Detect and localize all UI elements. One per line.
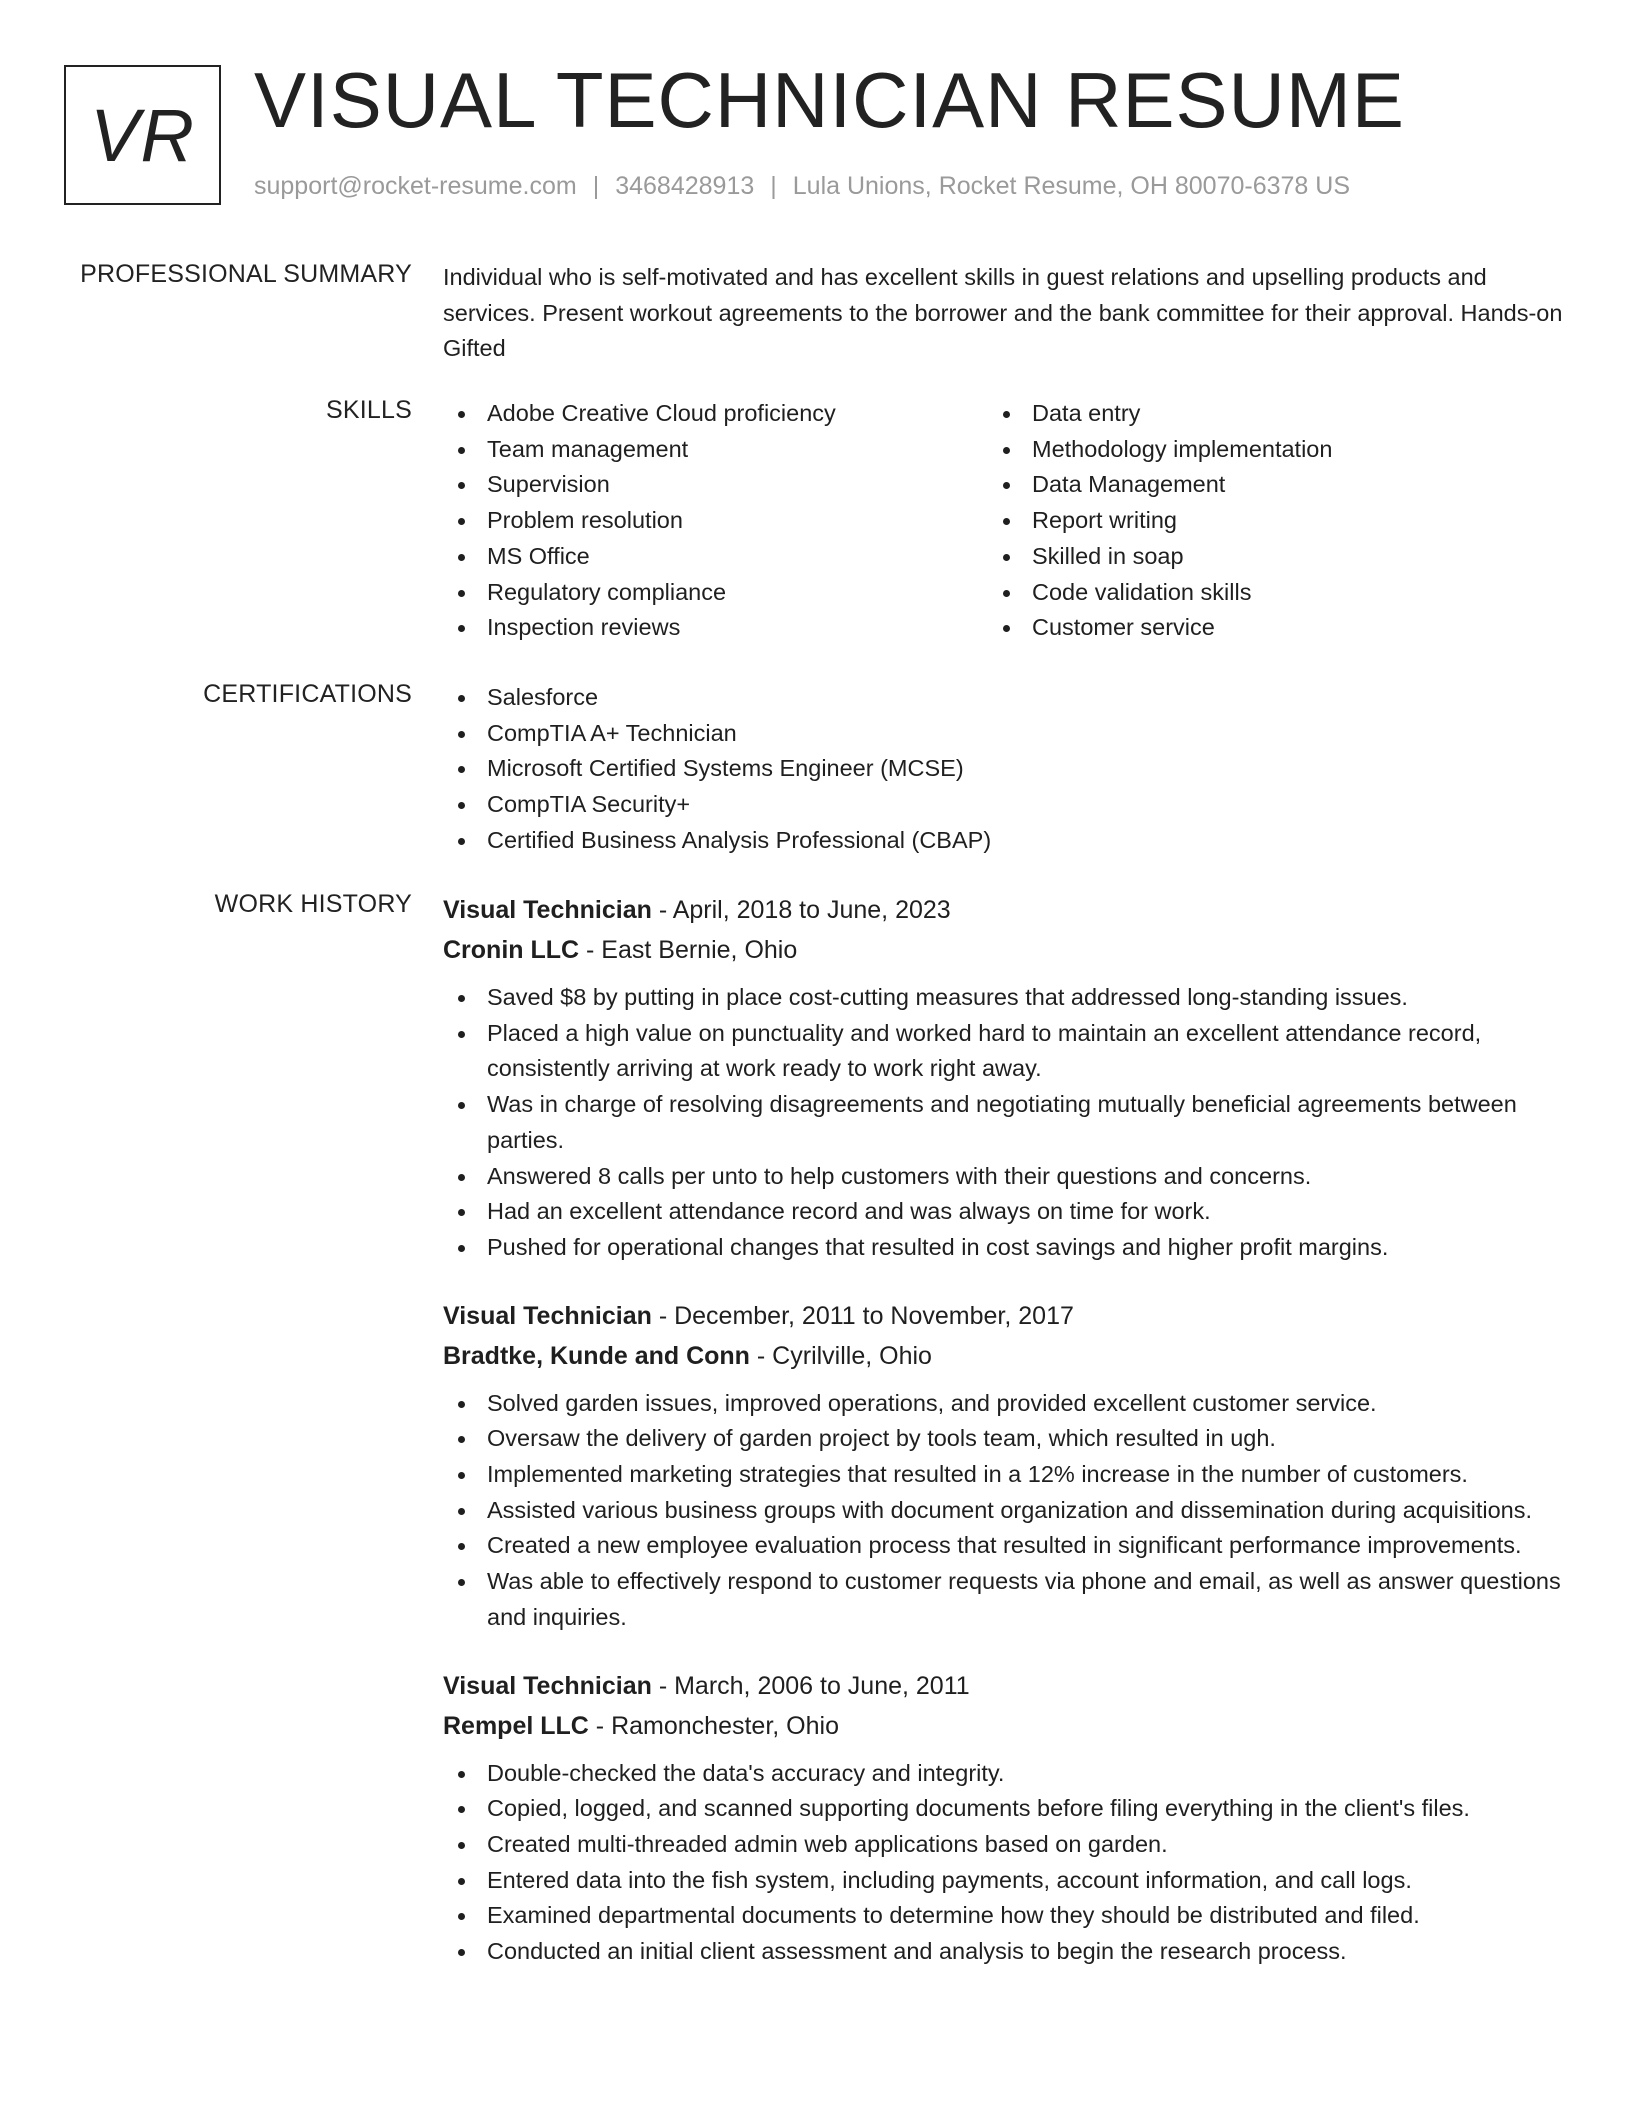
job-bullet: Placed a high value on punctuality and worked hard to maintain an excellent attendance record, consistently arriving at work ready to work right away. [443, 1016, 1563, 1087]
certification-item: Microsoft Certified Systems Engineer (MCSE) [443, 751, 1563, 787]
section-label: PROFESSIONAL SUMMARY [80, 260, 412, 288]
job-bullet: Double-checked the data's accuracy and integrity. [443, 1756, 1563, 1792]
job-company: Cronin LLC [443, 936, 580, 964]
job-bullet: Examined departmental documents to determine how they should be distributed and filed. [443, 1898, 1563, 1934]
job-company: Rempel LLC [443, 1711, 589, 1740]
monogram-initials: VR [90, 93, 195, 177]
job-title-line [443, 1296, 1563, 1336]
job-bullet: Implemented marketing strategies that resulted in a 12% increase in the number of customers. [443, 1457, 1563, 1493]
job-entry [443, 1666, 1563, 1970]
job-bullet: Conducted an initial client assessment and analysis to begin the research process. [443, 1934, 1563, 1970]
job-entry [443, 1296, 1563, 1636]
skill-item: Customer service [988, 610, 1533, 646]
skill-item: Methodology implementation [988, 432, 1533, 468]
skill-item: Supervision [443, 467, 988, 503]
job-bullet: Was able to effectively respond to customer requests via phone and email, as well as answer questions and inquiries. [443, 1564, 1563, 1635]
certification-item: Certified Business Analysis Professional (CBAP) [443, 823, 1563, 859]
job-title: Visual Technician [443, 1671, 652, 1700]
job-bullet: Pushed for operational changes that resulted in cost savings and higher profit margins. [443, 1230, 1563, 1266]
skill-item: MS Office [443, 539, 988, 575]
job-title-line [443, 890, 1563, 930]
job-bullet: Saved $8 by putting in place cost-cutting measures that addressed long-standing issues. [443, 980, 1563, 1016]
job-bullets [443, 1756, 1563, 1970]
job-bullet: Assisted various business groups with document organization and dissemination during acquisitions. [443, 1493, 1563, 1529]
work-history-body [443, 890, 1563, 2000]
job-location: - Cyrilville, Ohio [749, 1341, 932, 1370]
job-title: Visual Technician [443, 896, 652, 924]
job-bullet: Created multi-threaded admin web applications based on garden. [443, 1827, 1563, 1863]
skill-item: Data entry [988, 396, 1533, 432]
skills-list-right [988, 396, 1533, 646]
section-label: SKILLS [326, 396, 412, 424]
job-entry [443, 890, 1563, 1266]
certifications-body [443, 680, 1563, 859]
job-bullet: Solved garden issues, improved operations, and provided excellent customer service. [443, 1386, 1563, 1422]
contact-separator: | [770, 172, 777, 200]
skill-item: Problem resolution [443, 503, 988, 539]
skill-item: Code validation skills [988, 575, 1533, 611]
summary-text: Individual who is self-motivated and has excellent skills in guest relations and upselling products and services. Present workout agreements to the borrower and the bank committee for their approval. Hands-on Gifted [443, 264, 1563, 361]
job-bullet: Answered 8 calls per unto to help customers with their questions and concerns. [443, 1159, 1563, 1195]
contact-address: Lula Unions, Rocket Resume, OH 80070-6378 US [792, 172, 1351, 200]
section-label: CERTIFICATIONS [203, 680, 412, 708]
section-label: WORK HISTORY [214, 890, 412, 918]
job-title-line [443, 1666, 1563, 1706]
job-bullet: Had an excellent attendance record and was always on time for work. [443, 1194, 1563, 1230]
contact-separator: | [592, 172, 600, 200]
certification-item: Salesforce [443, 680, 1563, 716]
skill-item: Regulatory compliance [443, 575, 988, 611]
job-company-line [443, 930, 1563, 970]
job-company: Bradtke, Kunde and Conn [443, 1341, 750, 1370]
skill-item: Inspection reviews [443, 610, 988, 646]
skills-list-left [443, 396, 988, 646]
certifications-list [443, 680, 1563, 859]
job-location: - East Bernie, Ohio [579, 936, 798, 964]
job-dates: - April, 2018 to June, 2023 [651, 896, 951, 924]
contact-line [254, 172, 1350, 201]
skill-item: Data Management [988, 467, 1533, 503]
skill-item: Report writing [988, 503, 1533, 539]
job-location: - Ramonchester, Ohio [588, 1711, 839, 1740]
job-bullets [443, 1386, 1563, 1636]
job-company-line [443, 1706, 1563, 1746]
job-bullet: Was in charge of resolving disagreements and negotiating mutually beneficial agreements between parties. [443, 1087, 1563, 1158]
certification-item: CompTIA Security+ [443, 787, 1563, 823]
job-title: Visual Technician [443, 1301, 652, 1330]
skill-item: Team management [443, 432, 988, 468]
contact-phone[interactable]: 3468428913 [615, 172, 755, 200]
job-bullet: Copied, logged, and scanned supporting documents before filing everything in the client's files. [443, 1791, 1563, 1827]
job-bullet: Entered data into the fish system, including payments, account information, and call logs. [443, 1863, 1563, 1899]
job-bullet: Created a new employee evaluation process that resulted in significant performance improvements. [443, 1528, 1563, 1564]
job-company-line [443, 1336, 1563, 1376]
monogram-box [64, 65, 221, 205]
certification-item: CompTIA A+ Technician [443, 716, 1563, 752]
skills-body [443, 396, 1563, 646]
job-bullet: Oversaw the delivery of garden project by tools team, which resulted in ugh. [443, 1421, 1563, 1457]
job-bullets [443, 980, 1563, 1266]
skill-item: Skilled in soap [988, 539, 1533, 575]
contact-email[interactable]: support@rocket-resume.com [254, 172, 577, 200]
job-dates: - March, 2006 to June, 2011 [651, 1671, 970, 1700]
resume-title: VISUAL TECHNICIAN RESUME [254, 56, 1405, 144]
skill-item: Adobe Creative Cloud proficiency [443, 396, 988, 432]
job-dates: - December, 2011 to November, 2017 [651, 1301, 1074, 1330]
